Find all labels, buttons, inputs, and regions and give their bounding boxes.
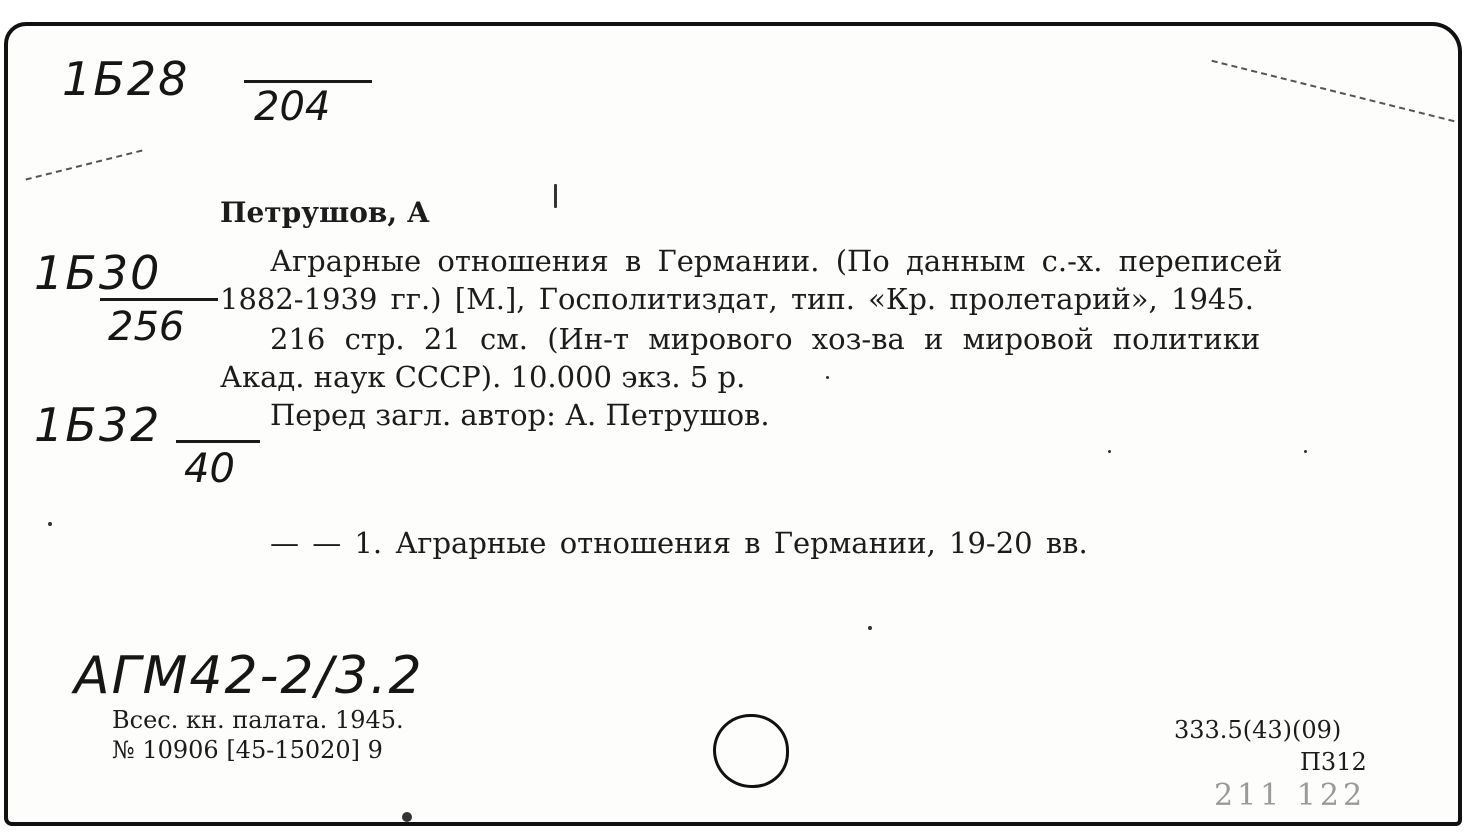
author-mark: П312 (1300, 748, 1367, 776)
faint-number: 211 122 (1214, 778, 1367, 813)
speck (48, 522, 52, 526)
shelfmark-1-number: 204 (254, 84, 331, 130)
shelfmark-3-rule (176, 440, 260, 443)
scan-streak-top-right (1211, 60, 1454, 122)
ink-dot (402, 812, 412, 822)
author-heading: Петрушов, А (220, 196, 430, 229)
imprint-line: 1882-1939 гг.) [М.], Госполитиздат, тип. «Кр. пролетарий», 1945. (220, 282, 1255, 316)
note-line: Перед загл. автор: А. Петрушов. (270, 398, 770, 432)
speck (1108, 450, 1111, 453)
series-line: Акад. наук СССР). 10.000 экз. 5 р. (220, 360, 746, 394)
speck (1304, 450, 1307, 453)
shelfmark-2-code: 1Б30 (34, 246, 162, 300)
ink-mark (554, 184, 557, 208)
shelfmark-3-code: 1Б32 (34, 398, 162, 452)
shelfmark-2-number: 256 (108, 304, 185, 350)
punch-hole (713, 714, 789, 788)
scan-streak-top-left (26, 150, 143, 181)
speck (868, 626, 872, 630)
udc-code: 333.5(43)(09) (1174, 716, 1342, 744)
handwritten-code: АГМ42-2/3.2 (74, 646, 424, 706)
chamber-line-2: № 10906 [45-15020] 9 (112, 736, 383, 764)
subject-heading: — — 1. Аграрные отношения в Германии, 19-20 вв. (270, 526, 1088, 560)
catalog-card (4, 22, 1462, 826)
chamber-line-1: Всес. кн. палата. 1945. (112, 706, 404, 734)
speck (826, 376, 829, 379)
pagination-line: 216 стр. 21 см. (Ин-т мирового хоз-ва и мировой политики (270, 322, 1261, 356)
shelfmark-2-rule (100, 298, 218, 301)
shelfmark-1-rule (244, 80, 372, 83)
shelfmark-1-code: 1Б28 (62, 52, 190, 106)
shelfmark-3-number: 40 (184, 446, 235, 492)
title-line: Аграрные отношения в Германии. (По данным с.-х. переписей (270, 244, 1283, 278)
